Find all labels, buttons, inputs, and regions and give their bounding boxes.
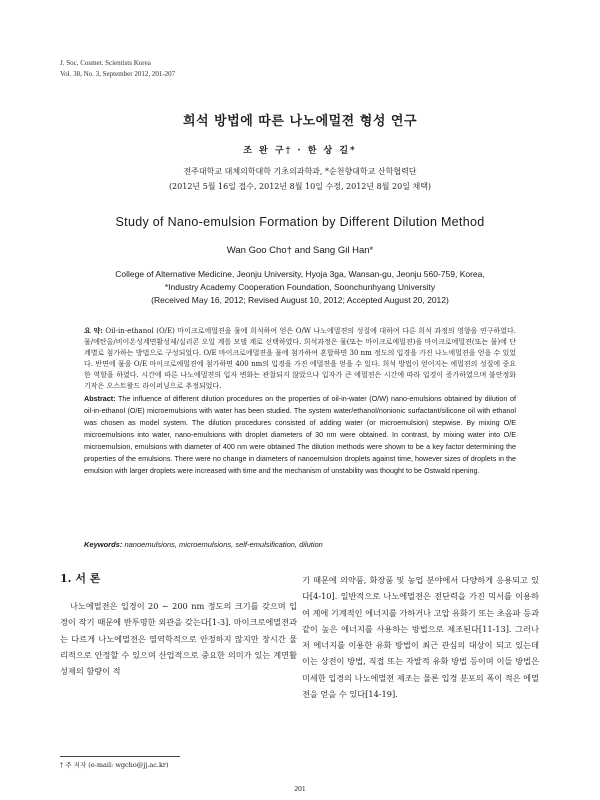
abstract-korean-label: 요 약: [84, 326, 103, 335]
keywords [84, 540, 516, 549]
authors-korean: 조 완 구† · 한 상 길* [243, 146, 357, 156]
section-title: 서 론 [75, 572, 101, 585]
title-korean: 희석 방법에 따른 나노에멀젼 형성 연구 [182, 114, 418, 129]
abstract-korean-text: Oil-in-ethanol (O/E) 마이크로에멀젼을 물에 희석하여 얻은 O/W 나노에멀젼의 성질에 대하여 다른 희석 과정의 영향을 연구하였다. 물/에탄올/비이온성계면활성제/실리콘 오일 계를 모델 계로 선택하였다. 희석과정은 물(또는 마이크로에멀젼)을 마이크로에멀젼(또는 물)에 단계별로 첨가하는 방법으로 구성되었다. O/E 마이크로에멀젼을 물에 첨가하여 혼합하면 30 nm 정도의 입경을 가진 나노에멀젼을 얻을 수 있었다. 반면에 물을 O/E 마이크로에멀젼에 첨가하면 400 nm의 입경을 가진 에멀젼을 얻을 수 있다. 희석 방법이 얻어지는 에멀젼의 성질에 중요한 역할을 하였다. 시간에 따른 나노에멀젼의 입자 변화는 관찰되지 않았으나 입자가 큰 에멀젼은 시간에 따라 입경이 증가하였으며 불안정화 기작은 오스트왈드 라이퍼닝으로 추정되었다. [84, 327, 516, 390]
journal-volume: Vol. 38, No. 3, September 2012, 201-207 [60, 70, 176, 78]
authors-english: Wan Goo Cho† and Sang Gil Han* [226, 245, 374, 256]
title-english: Study of Nano-emulsion Formation by Different Dilution Method [115, 215, 485, 229]
abstract-english [84, 393, 516, 477]
affiliation-korean: 전주대학교 대체의학대학 기초의과학과, *순천향대학교 산학협력단 [183, 167, 417, 176]
keywords-label: Keywords: [84, 540, 123, 549]
body-column-left [60, 598, 297, 679]
page-number: 201 [294, 784, 306, 793]
journal-header [60, 58, 175, 80]
abstract-korean [84, 325, 516, 392]
dates-english: (Received May 16, 2012; Revised August 10, 2012; Accepted August 20, 2012) [151, 295, 449, 305]
body-paragraph-left: 나노에멀젼은 입경이 20 ∼ 200 nm 정도의 크기를 갖으며 입경이 작기 때문에 반투명한 외관을 갖는다[1-3]. 마이크로에멀젼과는 다르게 나노에멀젼은 열역학적으로 안정하지 않지만 장시간 물리적으로 안정할 수 있으며 산업적으로 중요한 의미가 있는 계면활성제의 함량이 적 [60, 601, 297, 677]
affiliation-english-2: *Industry Academy Cooperation Foundation, Soonchunhyang University [164, 282, 436, 292]
journal-name: J. Soc. Cosmet. Scientists Korea [60, 59, 151, 67]
abstract-english-text: The influence of different dilution procedures on the properties of oil-in-water (O/W) nano-emulsions obtained by dilution of oil-in-ethanol (O/E) microemulsions with water has been studied. The system water/ethanol/nonionic surfactant/silicone oil with ethanol was chosen as model system. The dilution procedures consisted of adding water (or microemulsion) stepwise. By mixing O/E microemulsions into water, nano-emulsions with droplet diameters of 30 nm were obtained. In contrast, by mixing water into O/E microemulsion, emulsions with diameter of 400 nm were obtained The dilution methods were shown to be a key factor determining the properties of the emulsions. There were no change in diameters of nanoemulsion droplets against time, however sizes of droplets in the emulsion with larger droplets were increased with time and the mechanism of unstability was thought to be Ostwald ripening. [84, 394, 516, 475]
body-column-right [302, 572, 539, 702]
section-number: 1. [60, 572, 72, 585]
abstract-english-label: Abstract: [84, 394, 116, 403]
affiliation-english-block [60, 268, 540, 307]
affiliation-korean-block [0, 164, 600, 194]
section-heading [60, 570, 100, 586]
footnote-divider [60, 756, 180, 757]
body-paragraph-right: 기 때문에 의약품, 화장품 및 농업 분야에서 다양하게 응용되고 있다[4-10]. 일반적으로 나노에멀젼은 전단력을 가진 믹서를 이용하여 계에 기계적인 에너지를 가하거나 고압 유화기 또는 초음파 등과 같이 높은 에너지를 사용하는 방법으로 제조된다[11-13]. 그러나 저 에너지를 이용한 유화 방법이 최근 관심의 대상이 되고 있는데 이는 상전이 방법, 직접 또는 자발적 유화 방법 등이며 이들 방법은 미세한 입경의 나노에멀젼 제조는 물론 입경 분포의 폭이 적은 에멀젼을 얻을 수 있다[14-19]. [302, 575, 539, 700]
dates-korean: (2012년 5월 16일 접수, 2012년 8월 10일 수정, 2012년 8월 20일 채택) [168, 182, 432, 191]
footnote: † 주 저자 (e-mail: wgcho@jj.ac.kr) [60, 761, 169, 769]
affiliation-english-1: College of Alternative Medicine, Jeonju University, Hyoja 3ga, Wansan-gu, Jeonju 560-759, Korea, [115, 269, 485, 279]
keywords-text: nanoemulsions, microemulsions, self-emulsification, dilution [124, 540, 323, 549]
